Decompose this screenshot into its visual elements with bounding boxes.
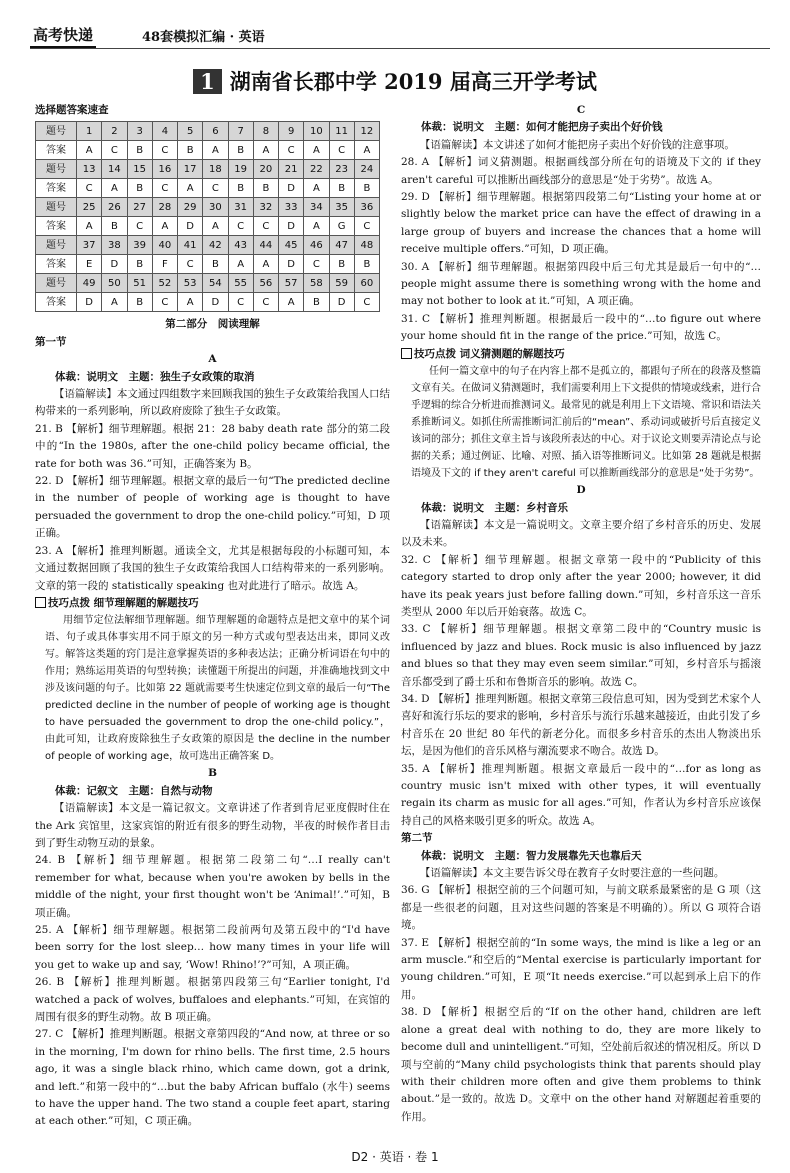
answer-key-row (36, 255, 380, 274)
answer-key-cell: 5 (178, 122, 203, 141)
answer-23: 23. A 【解析】推理判断题。通读全文，尤其是根据每段的小标题可知，本文通过数据回顾了我国的独生子女政策给我国人口结构带来的一系列影响。文章的第一段的 statistically speaking 也对此进行了暗示。故选 A。 (35, 544, 390, 592)
answer-key-cell: 54 (203, 274, 228, 293)
answer-key-cell: 59 (329, 274, 354, 293)
answer-33: 33. C 【解析】细节理解题。根据文章第二段中的“Country music is influenced by jazz and blues. Rock music is also influenced by jazz and blues so that they may even seem similar.”可知，乡村音乐与摇滚音乐都受到了爵士乐和布鲁斯音乐的影响。故选 C。 (401, 623, 761, 688)
answer-key-cell: 25 (77, 198, 102, 217)
answer-key-cell: C (228, 217, 253, 236)
section2-heading: 第二节 (401, 832, 433, 845)
passage-a-label: A (208, 353, 217, 366)
answer-key-cell: 32 (253, 198, 278, 217)
answer-key-cell: 47 (329, 236, 354, 255)
brand-logo: 高考快递 (30, 24, 96, 48)
answer-key-row (36, 141, 380, 160)
exam-number-badge: 1 (193, 69, 222, 94)
answer-key-cell: 51 (127, 274, 152, 293)
answer-key-cell: B (329, 255, 354, 274)
answer-key-cell: 7 (228, 122, 253, 141)
answer-key-cell: C (152, 141, 177, 160)
answer-key-cell: A (228, 255, 253, 274)
answer-key-cell: B (127, 293, 152, 312)
answer-key-cell: 40 (152, 236, 177, 255)
answer-key-cell: A (253, 141, 278, 160)
answer-key-cell: B (304, 293, 329, 312)
passage-c-genre: 体裁：说明文 主题：如何才能把房子卖出个好价钱 (421, 121, 663, 134)
answer-key-cell: 4 (152, 122, 177, 141)
tip-icon (35, 597, 46, 608)
answer-key-cell: A (304, 179, 329, 198)
answer-key-cell: F (152, 255, 177, 274)
answer-key-cell: B (127, 255, 152, 274)
answer-key-cell: C (228, 293, 253, 312)
answer-key-cell: 41 (178, 236, 203, 255)
answer-key-cell: B (354, 179, 379, 198)
passage-b-genre: 体裁：记叙文 主题：自然与动物 (55, 784, 213, 797)
answer-key-row-label: 题号 (36, 160, 77, 179)
answer-key-cell: D (77, 293, 102, 312)
answer-key-cell: 20 (253, 160, 278, 179)
answer-key-cell: A (203, 217, 228, 236)
answer-key-cell: C (152, 179, 177, 198)
answer-key-cell: E (77, 255, 102, 274)
answer-key-cell: C (354, 293, 379, 312)
answer-key-cell: 53 (178, 274, 203, 293)
tip1-title: 技巧点拨 细节理解题的解题技巧 (48, 596, 199, 609)
header-divider (30, 48, 770, 49)
answer-key-heading: 选择题答案速查 (35, 104, 109, 116)
answer-key-cell: B (127, 179, 152, 198)
answer-key-cell: A (178, 293, 203, 312)
answer-key-cell: 26 (102, 198, 127, 217)
passage-b-label: B (208, 767, 217, 780)
answer-key-row-label: 答案 (36, 217, 77, 236)
answer-key-cell: C (127, 217, 152, 236)
answer-key-cell: G (329, 217, 354, 236)
answer-key-cell: 8 (253, 122, 278, 141)
answer-38: 38. D 【解析】根据空后的“If on the other hand, children are left alone a great deal with nothing to do, they are more likely to become dull and unintelligent.”可知，空处前后叙述的情况相反。所以 D 项与空前的“Many child psychologists think that parents should play with their children more often and give them problems to think about.”是一致的。故选 D。文章中 on the other hand 对解题起着重要的作用。 (401, 1006, 761, 1123)
answer-key-cell: 36 (354, 198, 379, 217)
answer-key-cell: C (354, 217, 379, 236)
answer-key-cell: 34 (304, 198, 329, 217)
answer-key-cell: 37 (77, 236, 102, 255)
answer-key-cell: C (77, 179, 102, 198)
answer-key-cell: 10 (304, 122, 329, 141)
passage-d-intro: 【语篇解读】本文是一篇说明文。文章主要介绍了乡村音乐的历史、发展以及未来。 (401, 518, 761, 549)
answer-key-cell: A (203, 141, 228, 160)
answer-key-cell: C (102, 141, 127, 160)
answer-key-cell: 27 (127, 198, 152, 217)
answer-key-cell: 33 (279, 198, 304, 217)
answer-key-cell: B (354, 255, 379, 274)
answer-key-cell: A (102, 179, 127, 198)
answer-key-row-label: 答案 (36, 293, 77, 312)
answer-key-cell: 44 (253, 236, 278, 255)
answer-key-cell: 2 (102, 122, 127, 141)
answer-key-cell: 56 (253, 274, 278, 293)
answer-key-row (36, 179, 380, 198)
answer-30: 30. A 【解析】细节理解题。根据第四段中后三句尤其是最后一句中的“…people might assume there is something wrong with the home and may not bother to look at it.”可知，A 项正确。 (401, 260, 761, 308)
answer-key-cell: 21 (279, 160, 304, 179)
answer-22: 22. D 【解析】细节理解题。根据文章的最后一句“The predicted decline in the number of people of working age is thought to have persuaded the government to drop the one-child policy.”可知，D 项正确。 (35, 475, 390, 540)
answer-key-cell: C (253, 293, 278, 312)
answer-key-cell: 45 (279, 236, 304, 255)
answer-key-cell: 31 (228, 198, 253, 217)
tip2-title: 技巧点拨 词义猜测题的解题技巧 (414, 347, 565, 360)
answer-key-cell: 55 (228, 274, 253, 293)
answer-key-cell: 12 (354, 122, 379, 141)
answer-key-cell: 28 (152, 198, 177, 217)
section-heading: 第一节 (35, 335, 67, 348)
answer-key-cell: D (279, 179, 304, 198)
answer-key-cell: D (102, 255, 127, 274)
answer-key-row-label: 答案 (36, 141, 77, 160)
answer-26: 26. B 【解析】推理判断题。根据第四段第三句“Earlier tonight, I'd watched a pack of wolves, buffaloes and elephants.”可知，在宾馆的周围有很多的野生动物。故 B 项正确。 (35, 976, 390, 1023)
answer-key-cell: B (178, 141, 203, 160)
answer-key-cell: 30 (203, 198, 228, 217)
answer-28: 28. A 【解析】词义猜测题。根据画线部分所在句的语境及下文的 if they aren't careful 可以推断出画线部分的意思是“处于劣势”。故选 A。 (401, 156, 761, 186)
answer-key-row-label: 答案 (36, 255, 77, 274)
section2-genre: 体裁：说明文 主题：智力发展靠先天也靠后天 (421, 849, 642, 862)
exam-title-text: 湖南省长郡中学 2019 届高三开学考试 (229, 69, 597, 94)
answer-key-row (36, 217, 380, 236)
tip-icon (401, 348, 412, 359)
answer-key-cell: 19 (228, 160, 253, 179)
answer-key-cell: 29 (178, 198, 203, 217)
exam-title (0, 66, 790, 96)
answer-key-row-label: 题号 (36, 274, 77, 293)
answer-32: 32. C 【解析】细节理解题。根据文章第一段中的“Publicity of this category started to drop only after the year 2000; however, it did have its peak years just before falling down.”可知，乡村音乐这一音乐类型从 2000 年以后开始衰落。故选 C。 (401, 553, 761, 618)
answer-key-row-label: 题号 (36, 198, 77, 217)
answer-key-cell: 9 (279, 122, 304, 141)
answer-key-cell: 6 (203, 122, 228, 141)
answer-21: 21. B 【解析】细节理解题。根据 21：28 baby death rate 部分的第二段中的“In the 1980s, after the one-child policy became official, the rate for both was 36.”可知，正确答案为 B。 (35, 422, 390, 470)
passage-d-label: D (576, 484, 586, 497)
answer-key-cell: 57 (279, 274, 304, 293)
passage-c-intro: 【语篇解读】本文讲述了如何才能把房子卖出个好价钱的注意事项。 (419, 138, 735, 151)
answer-key-cell: A (253, 255, 278, 274)
answer-key-row (36, 293, 380, 312)
answer-key-row-label: 答案 (36, 179, 77, 198)
answer-key-cell: 35 (329, 198, 354, 217)
answer-key-cell: C (304, 255, 329, 274)
answer-key-row-label: 题号 (36, 122, 77, 141)
answer-key-row (36, 236, 380, 255)
answer-key-cell: D (279, 217, 304, 236)
answer-key-cell: A (152, 217, 177, 236)
answer-key-cell: C (329, 141, 354, 160)
answer-key-cell: 17 (178, 160, 203, 179)
answer-key-cell: B (203, 255, 228, 274)
answer-key-row (36, 274, 380, 293)
section2-intro: 【语篇解读】本文主要告诉父母在教育子女时要注意的一些问题。 (419, 867, 725, 880)
answer-24: 24. B 【解析】细节理解题。根据第二段第二句“…I really can't remember for what, because when you're awoken by bells in the middle of the night, your first thought won't be ‘Animal!’.”可知，B 项正确。 (35, 854, 390, 919)
answer-key-cell: B (228, 141, 253, 160)
answer-key-cell: 42 (203, 236, 228, 255)
passage-a-intro: 【语篇解读】本文通过四组数字来回顾我国的独生子女政策给我国人口结构带来的一系列影响，所以政府废除了独生子女政策。 (35, 388, 390, 418)
answer-key-table (35, 121, 380, 312)
answer-key-cell: B (228, 179, 253, 198)
answer-key-cell: D (203, 293, 228, 312)
answer-key-cell: B (102, 217, 127, 236)
answer-36: 36. G 【解析】根据空前的三个问题可知，与前文联系最紧密的是 G 项（这都是一些很老的问题，且对这些问题的答案是不明确的）。所以 G 项符合语境。 (401, 884, 761, 932)
answer-key-cell: A (304, 217, 329, 236)
answer-key-cell: 50 (102, 274, 127, 293)
answer-key-cell: 16 (152, 160, 177, 179)
answer-key-cell: 11 (329, 122, 354, 141)
answer-key-cell: 15 (127, 160, 152, 179)
page-footer: D2 · 英语 · 卷 1 (351, 1150, 439, 1164)
answer-key-row (36, 122, 380, 141)
right-column (401, 102, 761, 1126)
answer-key-cell: A (354, 141, 379, 160)
answer-key-cell: 43 (228, 236, 253, 255)
answer-key-row (36, 160, 380, 179)
answer-key-row-label: 题号 (36, 236, 77, 255)
answer-key-cell: A (77, 141, 102, 160)
answer-31: 31. C 【解析】推理判断题。根据最后一段中的“…to figure out where your home should fit in the range of the price.”可知，故选 C。 (401, 312, 761, 343)
answer-key-cell: 60 (354, 274, 379, 293)
answer-key-cell: 18 (203, 160, 228, 179)
part-heading: 第二部分 阅读理解 (165, 318, 260, 331)
answer-key-cell: 46 (304, 236, 329, 255)
passage-b-intro: 【语篇解读】本文是一篇记叙文。文章讲述了作者到肯尼亚度假时住在 the Ark 宾馆里，这家宾馆的附近有很多的野生动物，半夜的时候作者目击到了野生动物互动的景象。 (35, 802, 390, 849)
answer-key-cell: B (253, 179, 278, 198)
answer-37: 37. E 【解析】根据空前的“In some ways, the mind is like a leg or an arm muscle.”和空后的“Mental exercise is particularly important for young children.”可知，E 项“It needs exercise.”可以起到承上启下的作用。 (401, 936, 761, 1001)
answer-34: 34. D 【解析】推理判断题。根据文章第三段信息可知，因为受到艺术家个人喜好和流行乐坛的要求的影响，乡村音乐与流行乐越来越接近，由此引发了乡村音乐在 20 世纪 80 年代的新老分化。而很多乡村音乐的杰出人物淡出乐坛，是因为他们的音乐风格与潮流要求不吻合。故选 D。 (401, 692, 761, 758)
answer-key-cell: 24 (354, 160, 379, 179)
answer-29: 29. D 【解析】细节理解题。根据第四段第二句“Listing your home at or slightly below the market price can have the effect of drawing in a large group of buyers and increase the chances that a home will receive multiple offers.”可知，D 项正确。 (401, 191, 761, 256)
answer-key-cell: 23 (329, 160, 354, 179)
tip1-text: 用细节定位法解细节理解题。细节理解题的命题特点是把文章中的某个词语、句子或具体事实用不同于原文的另一种方式或句型表达出来，即同义改写。解答这类题的窍门是注意掌握英语的多种表达法；正确分析词语在句中的作用；熟练运用英语的句型转换；读懂题干所提出的问题，并准确地找到文中涉及该问题的句子。比如第 22 题就需要考生快速定位到文章的最后一句“The predicted decline in the number of people of working age is thought to have persuaded the government to drop the one-child policy.”，由此可知，让政府废除独生子女政策的原因是 the decline in the number of people of working age，故可选出正确答案 D。 (45, 615, 390, 763)
answer-key-cell: C (178, 255, 203, 274)
answer-key-cell: A (102, 293, 127, 312)
answer-key-cell: A (77, 217, 102, 236)
answer-key-cell: C (253, 217, 278, 236)
passage-a-genre: 体裁：说明文 主题：独生子女政策的取消 (55, 370, 255, 383)
answer-key-cell: 48 (354, 236, 379, 255)
answer-key-cell: A (279, 293, 304, 312)
answer-key-cell: B (127, 141, 152, 160)
passage-c-label: C (576, 104, 586, 116)
answer-key-cell: D (329, 293, 354, 312)
answer-35: 35. A 【解析】推理判断题。根据文章最后一段中的“…for as long as country music isn't mixed with other types, it will eventually regain its charm as music for all ages.”可知，作者认为乡村音乐应该保持自己的风格来吸引更多的听众。故选 A。 (401, 762, 761, 827)
answer-key-cell: 58 (304, 274, 329, 293)
answer-key-cell: A (178, 179, 203, 198)
passage-d-genre: 体裁：说明文 主题：乡村音乐 (421, 501, 568, 514)
answer-key-cell: 49 (77, 274, 102, 293)
answer-key-cell: 52 (152, 274, 177, 293)
tip2-text: 任何一篇文章中的句子在内容上都不是孤立的，都跟句子所在的段落及整篇文章有关。在做词义猜测题时，我们需要利用上下文提供的情境或线索，进行合乎逻辑的综合分析进而推测词义。最常见的就是利用上下文语境、常识和语法关系推断词义。如抓住所需推断词汇前后的“mean”、系动词或破折号后直接定义该词的部分；抓住文章主旨与该段所表达的中心。对于议论文则要弄清论点与论据的关系；通过例证、比喻、对照、插入语等推断词义。比如第 28 题就是根据语境及下文的 if they aren't careful 可以推断画线部分的意思是“处于劣势”。 (411, 366, 761, 480)
answer-27: 27. C 【解析】推理判断题。根据文章第四段的“And now, at three or so in the morning, I'm down for rhino bells. The first time, 2.5 hours ago, it was a single black rhino, which came down, got a drink, and left.”和第一段中的“…but the baby African buffalo (水牛) seems to have the upper hand. The two stand a couple feet apart, staring at each other.”可知，C 项正确。 (35, 1028, 390, 1128)
answer-key-cell: 38 (102, 236, 127, 255)
answer-key-cell: 13 (77, 160, 102, 179)
answer-25: 25. A 【解析】细节理解题。根据第二段前两句及第五段中的“I'd have been sorry for the lost sleep… how many times in your life will you get to wake up and say, ‘Wow! Rhino!’?”可知，A 项正确。 (35, 923, 390, 971)
answer-key-cell: 3 (127, 122, 152, 141)
answer-key-cell: 1 (77, 122, 102, 141)
answer-key-row (36, 198, 380, 217)
series-title: 48套模拟汇编 · 英语 (142, 30, 265, 45)
page-header (30, 24, 770, 48)
answer-key-cell: 39 (127, 236, 152, 255)
answer-key-cell: A (304, 141, 329, 160)
answer-key-cell: C (152, 293, 177, 312)
answer-key-cell: D (279, 255, 304, 274)
answer-key-cell: C (279, 141, 304, 160)
answer-key-cell: D (178, 217, 203, 236)
answer-key-cell: 14 (102, 160, 127, 179)
answer-key-cell: 22 (304, 160, 329, 179)
answer-key-cell: B (329, 179, 354, 198)
answer-key-cell: C (203, 179, 228, 198)
left-column (35, 102, 390, 1131)
